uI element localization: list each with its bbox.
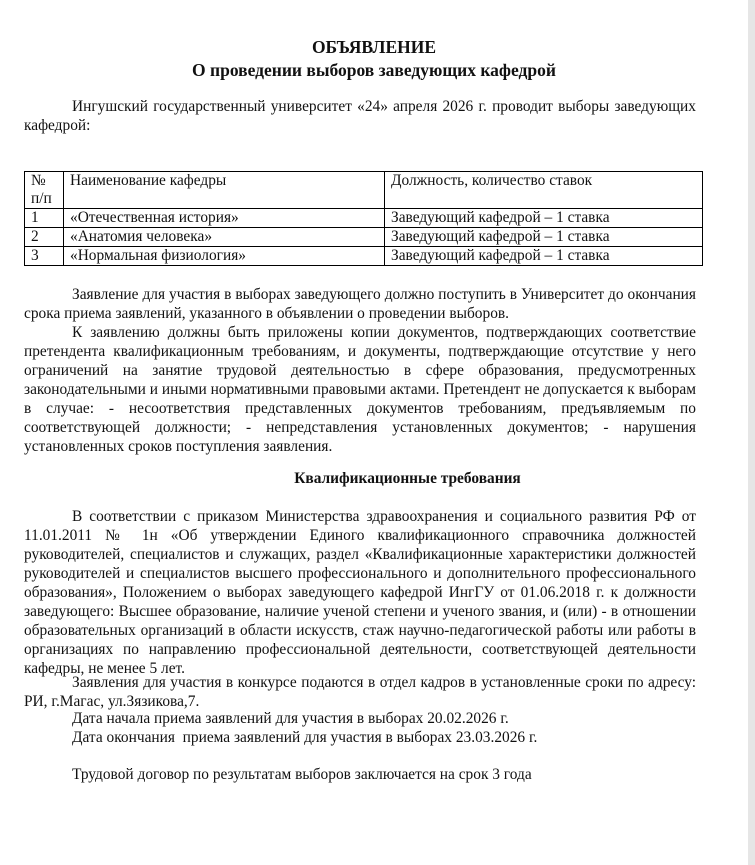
row-position: Заведующий кафедрой – 1 ставка <box>385 247 703 266</box>
table-row <box>25 228 703 247</box>
header-number: № п/п <box>25 172 64 209</box>
header-department: Наименование кафедры <box>64 172 385 209</box>
row-department: «Анатомия человека» <box>64 228 385 247</box>
table-header-row <box>25 172 703 209</box>
address-paragraph: Заявления для участия в конкурсе подаются в отдел кадров в установленные сроки по адресу: РИ, г.Магас, ул.Зязикова,7. <box>24 674 696 710</box>
documents-paragraph: К заявлению должны быть приложены копии документов, подтверждающих соответствие претендента квалификационным требованиям, и документы, подтверждающие отсутствие у него ограничений на занятие трудовой деятельностью в сфере образования, предусмотренных законодательными и иными нормативными правовыми актами. Претендент не допускается к выборам в случае: - несоответствия представленных документов требованиям, предъявляемым по соответствующей должности; - непредставления установленных документов; - нарушения установленных сроков поступления заявления. <box>24 324 696 455</box>
intro-paragraph: Ингушский государственный университет «24» апреля 2026 г. проводит выборы заведующих кафедрой: <box>24 98 696 134</box>
end-date-line: Дата окончания приема заявлений для участия в выборах 23.03.2026 г. <box>72 729 538 746</box>
row-department: «Отечественная история» <box>64 209 385 228</box>
header-position: Должность, количество ставок <box>385 172 703 209</box>
contract-term-line: Трудовой договор по результатам выборов заключается на срок 3 года <box>72 766 532 783</box>
departments-table <box>24 171 703 266</box>
row-number: 3 <box>25 247 64 266</box>
requirements-paragraph: В соответствии с приказом Министерства здравоохранения и социального развития РФ от 11.01.2011 № 1н «Об утверждении Единого квалификационного справочника должностей руководителей, специалистов и служащих, раздел «Квалификационные характеристики должностей руководителей и специалистов высшего профессионального и дополнительного профессионального образования», Положением о выборах заведующего кафедрой ИнгГУ от 01.06.2018 г. к должности заведующего: Высшее образование, наличие ученой степени и ученого звания, и (или) - в отношении образовательных организаций в области искусств, стаж научно-педагогической работы или работы в организациях по направлению профессиональной деятельности, соответствующей деятельности кафедры, не менее 5 лет. <box>24 508 696 677</box>
scrollbar-track[interactable] <box>748 0 755 865</box>
row-position: Заведующий кафедрой – 1 ставка <box>385 209 703 228</box>
section-heading-requirements: Квалификационные требования <box>294 470 521 487</box>
table-row <box>25 247 703 266</box>
row-position: Заведующий кафедрой – 1 ставка <box>385 228 703 247</box>
table-row <box>25 209 703 228</box>
row-number: 1 <box>25 209 64 228</box>
document-subtitle: О проведении выборов заведующих кафедрой <box>192 60 556 80</box>
application-paragraph: Заявление для участия в выборах заведующего должно поступить в Университет до окончания срока приема заявлений, указанного в объявлении о проведении выборов. <box>24 286 696 322</box>
row-department: «Нормальная физиология» <box>64 247 385 266</box>
document-title: ОБЪЯВЛЕНИЕ <box>311 37 437 57</box>
row-number: 2 <box>25 228 64 247</box>
start-date-line: Дата начала приема заявлений для участия в выборах 20.02.2026 г. <box>72 710 509 727</box>
